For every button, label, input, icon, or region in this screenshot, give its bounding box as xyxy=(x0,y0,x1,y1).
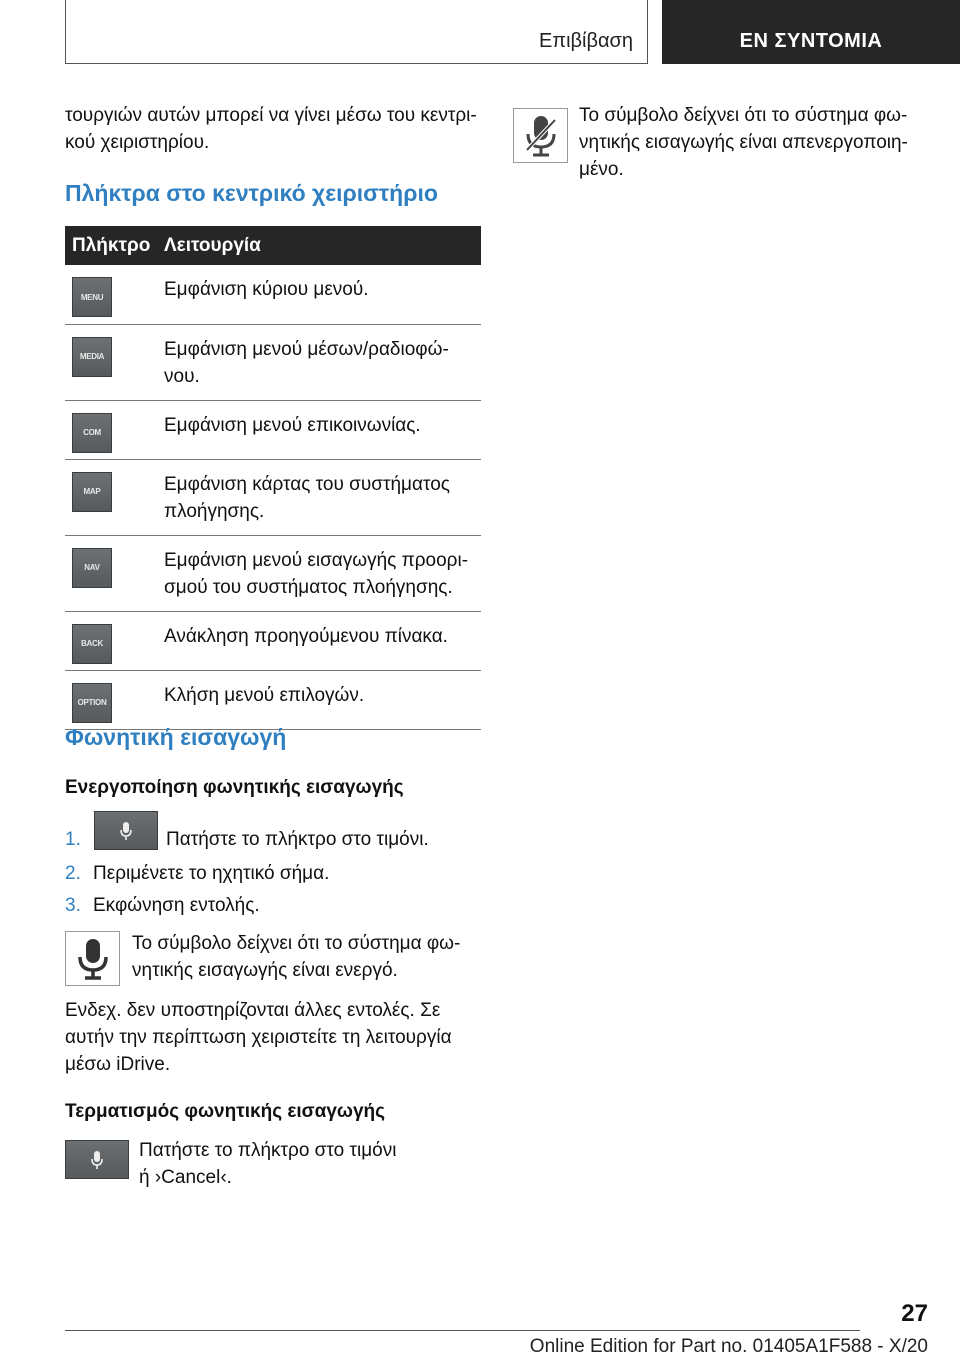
table-row xyxy=(65,670,481,729)
header-section-tab xyxy=(65,0,648,64)
microphone-off-icon xyxy=(523,114,559,158)
map-key-icon: MAP xyxy=(72,472,112,512)
row-text: Εμφάνιση κύριου μενού. xyxy=(164,279,369,300)
row-text: νου. xyxy=(164,365,200,387)
header-section-title: Επιβίβαση xyxy=(538,30,633,52)
table-row xyxy=(65,324,481,400)
end-line: Πατήστε το πλήκτρο στο τιμόνι xyxy=(139,1140,397,1161)
note-line: νητικής εισαγωγής είναι απενεργοποιη- xyxy=(579,132,908,153)
intro-paragraph xyxy=(65,102,485,156)
voice-inactive-symbol xyxy=(513,108,568,163)
para-line: Ενδεχ. δεν υποστηρίζονται άλλες εντολές. Σε xyxy=(65,1000,441,1021)
media-key-icon: MEDIA xyxy=(72,337,112,377)
step-number: 3. xyxy=(65,895,81,916)
col-header-key: Πλήκτρο xyxy=(65,226,164,265)
intro-line: τουργιών αυτών μπορεί να γίνει μέσω του κεντρι- xyxy=(65,105,477,126)
header-chapter-title: ΕΝ ΣΥΝΤΟΜΙΑ xyxy=(739,30,883,52)
col-header-function: Λειτουργία xyxy=(164,226,481,265)
option-key-icon: OPTION xyxy=(72,683,112,723)
table-header-row xyxy=(65,226,481,265)
row-text: πλοήγησης. xyxy=(164,500,265,522)
voice-active-symbol xyxy=(65,931,120,986)
table-row xyxy=(65,611,481,670)
step-number: 1. xyxy=(65,829,81,850)
end-line: ή ›Cancel‹. xyxy=(139,1167,232,1188)
list-item xyxy=(65,860,329,887)
note-line: μένο. xyxy=(579,159,624,180)
list-item xyxy=(65,826,93,853)
step-text: Πατήστε το πλήκτρο στο τιμόνι. xyxy=(166,829,429,850)
active-note xyxy=(132,930,482,984)
com-key-icon: COM xyxy=(72,413,112,453)
subheading-end: Τερματισμός φωνητικής εισαγωγής xyxy=(65,1101,385,1122)
back-key-icon: BACK xyxy=(72,624,112,664)
table-row xyxy=(65,400,481,459)
intro-line: κού χειριστηρίου. xyxy=(65,132,210,153)
row-text: Κλήση μενού επιλογών. xyxy=(164,684,365,706)
microphone-icon xyxy=(119,821,133,841)
note-line: Το σύμβολο δείχνει ότι το σύστημα φω- xyxy=(132,933,461,954)
row-text: Εμφάνιση μενού επικοινωνίας. xyxy=(164,414,421,436)
row-text: Εμφάνιση μενού εισαγωγής προορι- xyxy=(164,549,469,571)
steering-voice-button-icon xyxy=(94,811,158,850)
steering-voice-button-icon xyxy=(65,1140,129,1179)
row-text: Εμφάνιση μενού μέσων/ραδιοφώ- xyxy=(164,338,449,360)
row-text: σμού του συστήματος πλοήγησης. xyxy=(164,576,453,598)
table-row xyxy=(65,265,481,324)
commands-paragraph xyxy=(65,997,485,1078)
para-line: αυτήν την περίπτωση χειριστείτε τη λειτουργία xyxy=(65,1027,452,1048)
menu-key-icon: MENU xyxy=(72,277,112,317)
row-text: Ανάκληση προηγούμενου πίνακα. xyxy=(164,625,448,647)
heading-voice-input: Φωνητική εισαγωγή xyxy=(65,724,287,750)
page-number: 27 xyxy=(901,1300,928,1327)
list-item xyxy=(65,892,260,919)
table-row xyxy=(65,535,481,611)
heading-keys: Πλήκτρα στο κεντρικό χειριστήριο xyxy=(65,180,438,206)
microphone-icon xyxy=(77,937,109,981)
inactive-note xyxy=(579,102,949,183)
keys-table xyxy=(65,226,481,730)
table-row xyxy=(65,459,481,535)
step-number: 2. xyxy=(65,863,81,884)
footer-divider xyxy=(65,1330,860,1331)
header-chapter-tab xyxy=(662,0,960,64)
row-text: Εμφάνιση κάρτας του συστήματος xyxy=(164,473,450,495)
note-line: Το σύμβολο δείχνει ότι το σύστημα φω- xyxy=(579,105,908,126)
end-instruction xyxy=(139,1137,479,1191)
nav-key-icon: NAV xyxy=(72,548,112,588)
para-line: μέσω iDrive. xyxy=(65,1054,171,1075)
subheading-activate: Ενεργοποίηση φωνητικής εισαγωγής xyxy=(65,777,404,798)
note-line: νητικής εισαγωγής είναι ενεργό. xyxy=(132,960,398,981)
step-text: Περιμένετε το ηχητικό σήμα. xyxy=(93,863,330,884)
footer-edition: Online Edition for Part no. 01405A1F588 - X/20 xyxy=(529,1336,928,1357)
step-text: Εκφώνηση εντολής. xyxy=(93,895,260,916)
microphone-icon xyxy=(90,1150,104,1170)
